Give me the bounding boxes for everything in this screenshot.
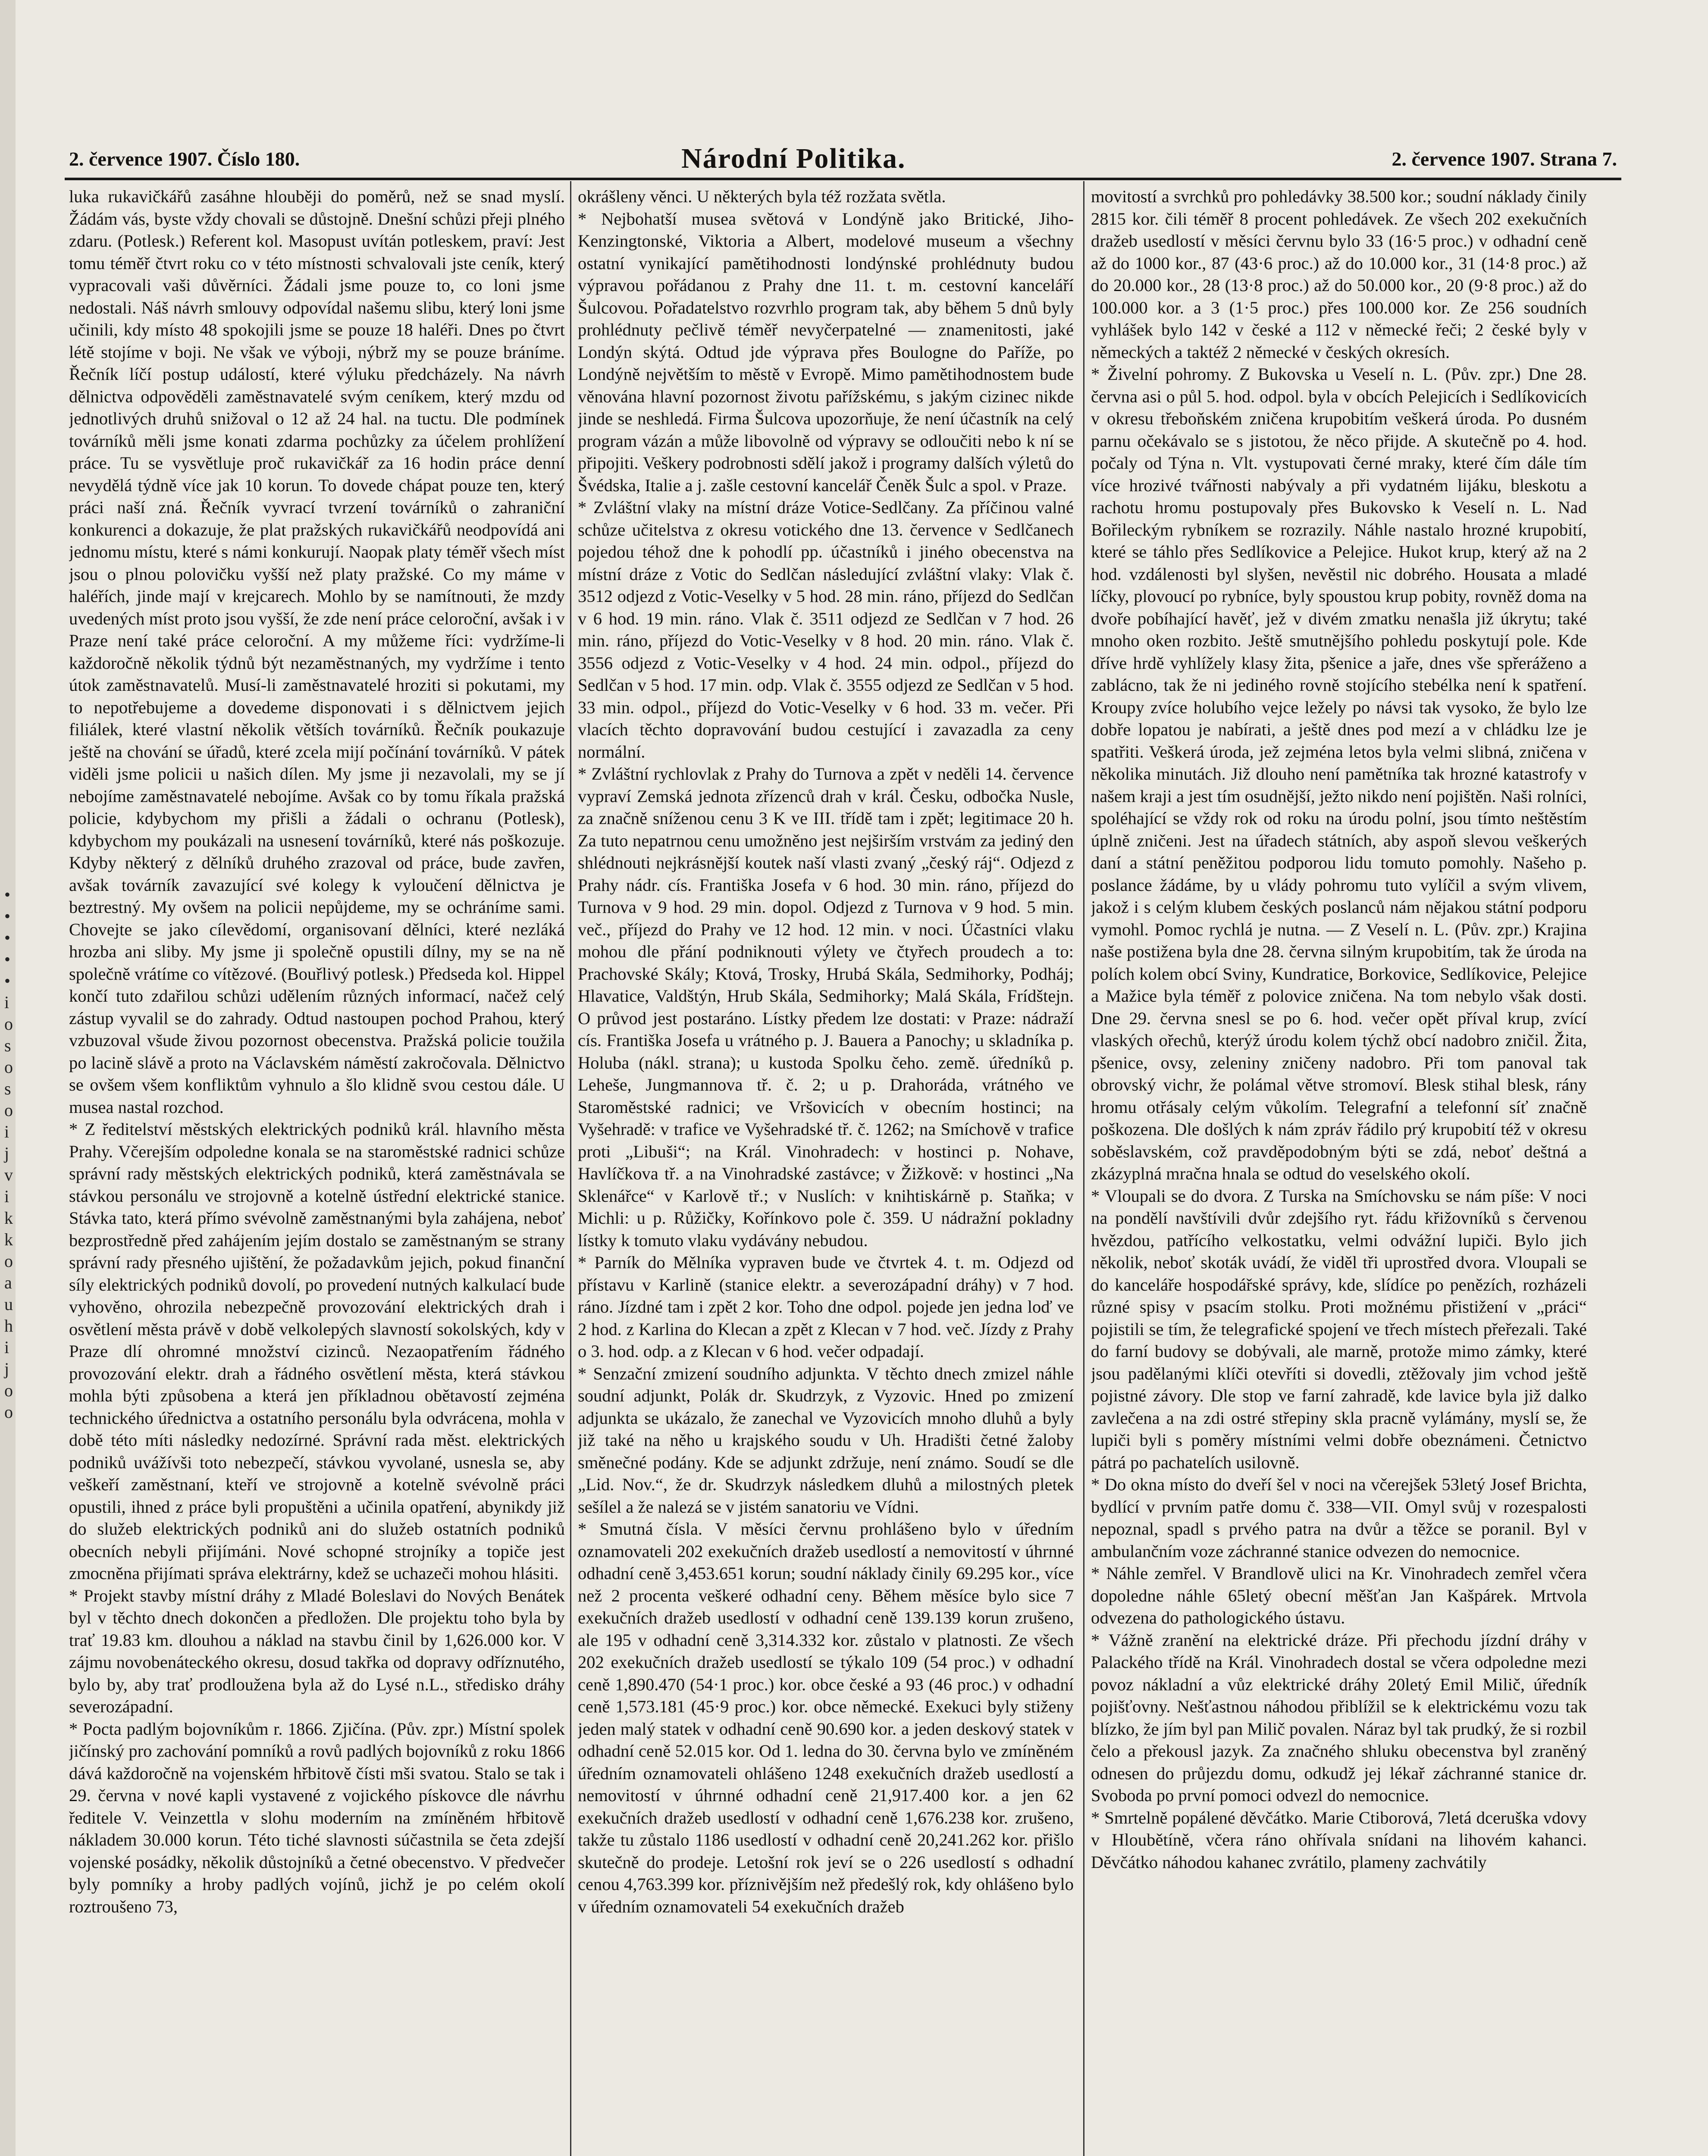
article-paragraph: * Živelní pohromy. Z Bukovska u Veselí n. L. (Pův. zpr.) Dne 28. června asi o půl 5. hod. odpol. byla v obcích Pelejicích i Sedlíkovicích v okresu třeboňském zničena krupobitím veškerá úroda. Po dusném parnu očekávalo se s jistotou, že něco přijde. A skutečně po 4. hod. počaly od Týna n. Vlt. vystupovati černé mraky, které čím dále tím více hrozivé tvářnosti nabývaly a při vydatném lijáku, bleskotu a rachotu hromu postupovaly přes Bukovsko k Veselí n. L. Nad Bořileckým rybníkem se rozrazily. Náhle nastalo hrozné krupobití, které se táhlo přes Sedlíkovice a Pelejice. Hukot krup, který až na 2 hod. vzdálenosti byl slyšen, nevěstil nic dobrého. Housata a mladé líčky, plovoucí po rybníce, byly spoustou krup pobity, rovněž doma na dvoře pobíhající havěť, jež v divém zmatku nenašla již úkrytu; také mnoho oken rozbito. Ještě smutnějšího pohledu poskytují pole. Kde dříve hrdě vyhlížely klasy žita, pšenice a jaře, dnes vše spřeráženo a zablácno, tak že ni jediného rovně stojícího stebélka není k spatření. Kroupy zvíce holubího vejce ležely po návsi tak vysoko, že bylo lze dobře lopatou je nabírati, a ještě dnes pod mezí a v chládku lze je spatřiti. Veškerá úroda, jež zejména letos byla velmi slibná, zničena v několika minutách. Již dlouho není pamětníka tak hrozné katastrofy v našem kraji a jest tím osudnější, ježto nikdo není pojištěn. Naši rolníci, spoléhající se vždy rok od roku na úrodu polní, jsou tímto neštěstím úplně zničeni. Jest na úřadech státních, aby aspoň slevou veškerých daní a státní peněžitou podporou lidu tomuto pomohly. Našeho p. poslance žádáme, by u vlády pohromu tuto vylíčil a svým vlivem, jakož i s celým klubem českých poslanců nám nějakou státní podporu vymohl. Pomoc rychlá je nutna. — Z Veselí n. L. (Pův. zpr.) Krajina naše postižena byla dne 28. června silným krupobitím, tak že úroda na polích kolem obcí Sviny, Kundratice, Borkovice, Sedlíkovice, Pelejice a Mažice byla téměř z polovice zničena. Na tom nebylo však dosti. Dne 29. června snesl se po 6. hod. večer opět příval krup, zvící vlaských ořechů, kterýž úrodu kolem týchž obcí nadobro zničil. Žita, pšenice, ovsy, zeleniny zničeny nadobro. Při tom panoval tak obrovský vichr, že polámal větve stromoví. Blesk stihal blesk, rány hromu otřásaly celým vůkolím. Telegrafní a telefonní síť značně poškozena. Dle došlých k nám zpráv řádilo prý krupobití též v okresu soběslavském, což pravděpodobným býti se zdá, neboť deštná a zkázyplná mračna hnala se odtud do veselského okolí. — [1091, 364, 1587, 1183]
article-paragraph: * Parník do Mělníka vypraven bude ve čtvrtek 4. t. m. Odjezd od přístavu v Karlině (stanice elektr. a severozápadní dráhy) v 7 hod. ráno. Jízdné tam i zpět 2 kor. Toho dne odpol. pojede jen jedna loď ve 2 hod. z Karlina do Klecan a zpět z Klecan v 7 hod. več. Jízdy z Prahy o 3. hod. odp. a z Klecan v 6 hod. večer odpadají. — [578, 1253, 1074, 1361]
article-paragraph: * Pocta padlým bojovníkům r. 1866. Zjičína. (Pův. zpr.) Místní spolek jičínský pro zachování pomníků a rovů padlých bojovníků z roku 1866 dává každoročně na vojenském hřbitově čísti mši svatou. Stalo se tak i 29. června v nové kapli vystavené z vojického pískovce dle návrhu ředitele V. Veinzettla v slohu moderním na zmíněném hřbitově nákladem 30.000 korun. Této tiché slavnosti súčastnila se četa zdejší vojenské posádky, několik důstojníků a četné obecenstvo. V předvečer byly pomníky a hroby padlých vojínů, jichž je po celém okolí roztroušeno 73, — [69, 1719, 565, 1916]
header-date-issue: 2. července 1907. Číslo 180. — [69, 148, 300, 170]
article-paragraph: * Zvláštní rychlovlak z Prahy do Turnova a zpět v neděli 14. července vypraví Zemská jednota zřízenců drah v král. Česku, odbočka Nusle, za značně sníženou cenu 3 K ve III. třídě tam i zpět; legitimace 20 h. Za tuto nepatrnou cenu umožněno jest nejširším vrstvám za jediný den shlédnouti nejkrásnější koutek naší vlasti zvaný „český ráj“. Odjezd z Prahy nádr. cís. Františka Josefa v 6 hod. 30 min. ráno, příjezd do Turnova v 9 hod. 29 min. dopol. Odjezd z Turnova v 9 hod. 5 min. več., příjezd do Prahy ve 12 hod. 12 min. v noci. Účastníci vlaku mohou dle přání podniknouti výlety ve čtyřech proudech a to: Prachovské Skály; Ktová, Trosky, Hrubá Skála, Sedmihorky, Podháj; Hlavatice, Valdštýn, Hrub Skála, Sedmihorky; Malá Skála, Frídštejn. O průvod jest postaráno. Lístky předem lze dostati: v Praze: nádraží cís. Františka Josefa u vrátného p. J. Bauera a Panochy; u skladníka p. Holuba (nákl. strana); u kustoda Spolku čeho. země. úředníků p. Leheše, Jungmannova tř. č. 2; u p. Drahoráda, vrátného ve Staroměstské radnici; ve Vršovicích v obecním hostinci; na Vyšehradě: v trafice ve Vyšehradské tř. č. 1262; na Smíchově v trafice proti „Libuši“; na Král. Vinohradech: v hostinci p. Nohave, Havlíčkova tř. a na Vinohradské zastávce; v Žižkově: v hostinci „Na Sklenářce“ v Karlově tř.; v Nuslích: v knihtiskárně p. Staňka; v Michli: u p. Růžičky, Kořínkovo pole č. 359. U nádražní pokladny lístky k tomuto vlaku vydávány nebudou. — [578, 764, 1074, 1250]
article-paragraph: * Smutná čísla. V měsíci červnu prohlášeno bylo v úředním oznamovateli 202 exekučních dražeb usedlostí a nemovitostí v úhrnné odhadní ceně 3,453.651 korun; soudní náklady činily 69.295 kor., více než 2 procenta veškeré odhadní ceny. Během měsíce bylo sice 7 exekučních dražeb usedlostí v odhadní ceně 139.139 korun zrušeno, ale 195 v odhadní ceně 3,314.332 kor. zůstalo v platnosti. Ze všech 202 exekučních dražeb usedlostí se týkalo 109 (54 proc.) v odhadní ceně 1,890.470 (54·1 proc.) kor. obce české a 93 (46 proc.) v odhadní ceně 1,573.181 (45·9 proc.) kor. obce německé. Exekuci byly stiženy jeden malý statek v odhadní ceně 90.690 kor. a jeden deskový statek v odhadní ceně 52.015 kor. Od 1. ledna do 30. června bylo ve zmíněném úředním oznamovateli ohlášeno 1248 exekučních dražeb usedlostí a nemovitostí v úhrnné odhadní ceně 21,917.400 kor. a jen 62 exekučních dražeb usedlostí v odhadní ceně 1,676.238 kor. zrušeno, takže tu zůstalo 1186 usedlostí v odhadní ceně 20,241.262 kor. přišlo skutečně do prodeje. Letošní rok jeví se o 226 usedlostí s odhadní cenou 4,763.399 kor. příznivějším než předešlý rok, kdy ohlášeno bylo v úředním oznamovateli 54 exekučních dražeb — [578, 1519, 1074, 1916]
article-paragraph: * Projekt stavby místní dráhy z Mladé Boleslavi do Nových Benátek byl v těchto dnech dokončen a předložen. Dle projektu toho byla by trať 19.83 km. dlouhou a náklad na stavbu činil by 1,626.000 kor. V zájmu novobenáteckého okresu, dosud takřka od dopravy odříznutého, bylo by, aby trať prodloužena byla až do Lysé n.L., středisko dráhy severozápadní. — [69, 1586, 565, 1716]
article-paragraph: okrášleny věnci. U některých byla též rozžata světla. — [578, 187, 946, 206]
column-3 — [1091, 185, 1587, 2156]
header-date-page: 2. července 1907. Strana 7. — [1391, 148, 1617, 170]
article-paragraph: * Senzační zmizení soudního adjunkta. V těchto dnech zmizel náhle soudní adjunkt, Polák dr. Skudrzyk, z Vyzovic. Hned po zmizení adjunkta se ukázalo, že zanechal ve Vyzovicích mnoho dluhů a byly již také na něho u krajského soudu v Uh. Hradišti četné žaloby směnečné podány. Kde se adjunkt zdržuje, není známo. Soudí se dle „Lid. Nov.“, že dr. Skudrzyk následkem dluhů a milostných pletek sešílel a že nalezá se v jistém sanatoriu ve Vídni. — [578, 1363, 1074, 1517]
article-paragraph: * Smrtelně popálené děvčátko. Marie Ctiborová, 7letá dceruška vdovy v Hloubětíně, včera ráno ohřívala snídani na lihovém kahanci. Děvčátko náhodou kahanec zvrátilo, plameny zachvátily — [1091, 1808, 1587, 1872]
header-rule — [65, 178, 1621, 180]
article-paragraph: * Nejbohatší musea světová v Londýně jako Britické, Jiho-Kenzingtonské, Viktoria a Albert, modelové museum a všechny ostatní vynikající pamětihodnosti londýnské prohlédnuty budou výpravou pořádanou z Prahy dne 11. t. m. cestovní kanceláří Šulcovou. Pořadatelstvo rozvrhlo program tak, aby během 5 dnů byly prohlédnuty pečlivě téměř nevyčerpatelné — znamenitosti, jaké Londýn skýtá. Odtud jde výprava přes Boulogne do Paříže, po Londýně největším to městě v Evropě. Mimo pamětihodnostem bude věnována hlavní pozornost životu pařížskému, s jakým cizinec nikde jinde se neshledá. Firma Šulcova upozorňuje, že není účastník na celý program vázán a může libovolně od výpravy se odloučiti nebo k ní se připojiti. Veškery podrobnosti sdělí jakož i programy dalších výletů do Švédska, Italie a j. zašle cestovní kancelář Čeněk Šulc a spol. v Praze. — [578, 209, 1074, 495]
article-paragraph: * Z ředitelství městských elektrických podniků král. hlavního města Prahy. Včerejším odpoledne konala se na staroměstské radnici schůze správní rady městských elektrických podniků, která zaměstnávala se stávkou personálu ve strojovně a kotelně ústřední elektrické stanice. Stávka tato, která přímo svévolně zaměstnanými byla zahájena, neboť bezprostředně před zahájením jejím dostalo se zaměstnaným se strany správní rady přesného ujištění, že požadavkům jejich, pokud finanční síly elektrických podniků dovolí, po provedení nutných kalkulací bude vyhověno, ohrozila nebezpečně provozování elektrických drah i osvětlení města právě v době velkolepých slavností sokolských, kdy v Praze dlí ohromné množství cizinců. Nezaopatřením řádného provozování elektr. drah a řádného osvětlení města, která stávkou mohla býti způsobena a která jen příkladnou obětavostí zejména technického úřednictva a ostatního personálu byla odvrácena, mohla v době této míti následky nedozírné. Správní rada měst. elektrických podniků uvážívši toto nebezpečí, stávkou vyvolané, usnesla se, aby veškeří zaměstnaní, kteří ve strojovně a kotelně svévolně práci opustili, ihned z práce byli propuštěni a učinila opatření, abynikdy již do služeb elektrických podniků ani do služeb ostatních podniků obecních nebyli přijímáni. Nové schopné strojníky a topiče jest zmocněna přijímati správa elektrárny, kdež se uchazeči mohou hlásiti. — [69, 1119, 565, 1583]
article-paragraph: * Do okna místo do dveří šel v noci na včerejšek 53letý Josef Brichta, bydlící v prvním patře domu č. 338—VII. Omyl svůj v rozespalosti nepoznal, spadl s prvého patra na dvůr a těžce se poranil. Byl v ambulančním voze záchranné stanice odvezen do nemocnice. — [1091, 1475, 1587, 1561]
gutter-marks: • • • • • i o s o s o i j v i k k o a u h i j o o — [4, 885, 13, 1422]
column-1 — [69, 185, 565, 2156]
article-paragraph: * Vloupali se do dvora. Z Turska na Smíchovsku se nám píše: V noci na pondělí navštívili dvůr zdejšího ryt. řádu křižovníků s červenou hvězdou, patřícího velkostatku, velmi odvážní lupiči. Bylo jich několik, neboť skoták uvádí, že viděl tři uprostřed dvora. Vloupali se do kanceláře hospodářské správy, kde, slídíce po penězích, rozházeli různé spisy v psacím stolku. Proti možnému přistižení v „práci“ pojistili se tím, že telegrafické spojení ve třech místech přeřezali. Také do farní budovy se dobývali, ale marně, protože mimo zámky, které jsou padělanými klíči otevříti si dovedli, ztěžovaly jim vchod ještě pojistné závory. Dle stop ve farní zahradě, kde lavice byla již dalko zavlečena a na zdi ostré střepiny skla pracně vylámány, myslí se, že lupiči byli s poměry místními velmi dobře obeznámeni. Četnictvo pátrá po pachatelích usilovně. — [1091, 1186, 1587, 1472]
article-paragraph: * Vážně zranění na elektrické dráze. Při přechodu jízdní dráhy v Palackého třídě na Král. Vinohradech dostal se včera odpoledne mezi povoz nákladní a vůz elektrické dráhy 20letý Emil Milič, úředník pojišťovny. Nešťastnou náhodou přiblížil se k elektrickému vozu tak blízko, že jím byl pan Milič povalen. Náraz byl tak prudký, že si rozbil čelo a překousl jazyk. Za značného shluku obecenstva byl zraněný odnesen do průjezdu domu, odkudž jej lékař záchranné stanice dr. Svoboda po první pomoci odvezl do nemocnice. — [1091, 1630, 1587, 1805]
column-rule — [570, 181, 571, 2156]
article-paragraph: luka rukavičkářů zasáhne hlouběji do poměrů, než se snad myslí. Žádám vás, byste vždy chovali se důstojně. Dnešní schůzi přeji plného zdaru. (Potlesk.) Referent kol. Masopust uvítán potleskem, praví: Jest tomu téměř čtvrt roku co v této místnosti schvalovali jste ceník, který vypracovali vaši důvěrníci. Žádali jsme pouze to, co loni jsme nedostali. Náš návrh smlouvy odpovídal našemu slibu, který loni jsme učinili, kdy místo 48 spokojili jsme se pouze 18 haléři. Dnes po čtvrt létě stojíme v boji. Ne však ve výboji, nýbrž my se pouze bráníme. Řečník líčí postup událostí, které výluku předcházely. Na návrh dělnictva odpověděli zaměstnavatelé svým ceníkem, který mzdu od jednotlivých druhů snižoval o 12 až 24 hal. na tuctu. Dle podmínek továrníků měli jsme konati zdarma pochůzky za účelem prohlížení práce. Tu se vysvětluje proč rukavičkář za 16 hodin práce denní nevydělá týdně více jak 10 korun. To dovede chápat pouze ten, který práci naší zná. Řečník vyvrací tvrzení továrníků o zahraniční konkurenci a dokazuje, že plat pražských rukavičkářů neodpovídá ani jednomu místu, které s námi konkurují. Naopak platy téměř všech míst jsou o plnou polovičku vyšší než platy pražské. Co my máme v haléřích, jinde mají v krejcarech. Mohlo by se namítnouti, že mzdy uvedených míst proto jsou vyšší, že zde není práce celoroční, avšak i v Praze není také práce celoroční. A my můžeme říci: vydržíme-li každoročně několik týdnů být nezaměstnaných, my vydržíme i tento útok zaměstnavatelů. Musí-li zaměstnavatelé hroziti si pokutami, my to nepotřebujeme a dovedeme disponovati i s dělnictvem jejich filiálek, které vlastní několik větších továrníků. Řečník poukazuje ještě na chování se úřadů, které zcela mijí počínání továrníků. V pátek viděli jsme policii u našich dílen. My jsme ji nezavolali, my se jí nebojíme zaměstnavatelé nebojíme. Avšak co by tomu říkala pražská policie, kdybychom my přišli a žádali o ochranu (Potlesk), kdybychom my poukázali na usnesení továrníků, které nás poškozuje. Kdyby některý z dělníků druhého zrazoval od práce, bude zavřen, avšak továrník zavazující své kolegy k vyloučení dělnictva je beztrestný. My ovšem na policii nepůjdeme, my se ochráníme sami. Chovejte se jako cílevědomí, organisovaní dělníci, které nezláká hrozba ani sliby. My jsme ji společně opustili dílny, my se na ně společně vrátíme co vítězové. (Bouřlivý potlesk.) Předseda kol. Hippel končí tuto zdařilou schůzi udělením různých informací, načež celý zástup vyvalil se do zahrady. Odtud nastoupen pochod Prahou, který vzbuzoval všude živou pozornost obecenstva. Pražská policie toužila po lacině slávě a proto na Václavském náměstí zakročovala. Dělnictvo se ovšem všem konfliktům vyhnulo a šlo klidně svou cestou dále. U musea nastal rozchod. — [69, 187, 565, 1117]
column-rule — [1083, 181, 1084, 2156]
article-paragraph: * Zvláštní vlaky na místní dráze Votice-Sedlčany. Za příčinou valné schůze učitelstva z okresu votického dne 13. července v Sedlčanech pojedou téhož dne k pohodlí pp. účastníků i jiného obecenstva na místní dráze z Votic do Sedlčan následující zvláštní vlaky: Vlak č. 3512 odjezd z Votic-Veselky v 5 hod. 28 min. ráno, příjezd do Sedlčan v 6 hod. 19 min. ráno. Vlak č. 3511 odjezd ze Sedlčan v 7 hod. 26 min. ráno, příjezd do Votic-Veselky v 8 hod. 20 min. ráno. Vlak č. 3556 odjezd z Votic-Veselky v 4 hod. 24 min. odpol., příjezd do Sedlčan v 5 hod. 17 min. odp. Vlak č. 3555 odjezd ze Sedlčan v 5 hod. 33 min. odpol., příjezd do Votic-Veselky v 6 hod. 33 m. večer. Při vlacích těchto dopravování budou cestující i zavazadla za ceny normální. — [578, 498, 1074, 761]
article-paragraph: * Náhle zemřel. V Brandlově ulici na Kr. Vinohradech zemřel včera dopoledne náhle 65letý obecní měšťan Jan Kašpárek. Mrtvola odvezena do pathologického ústavu. — [1091, 1564, 1587, 1627]
page-header — [69, 142, 1617, 177]
article-paragraph: movitostí a svrchků pro pohledávky 38.500 kor.; soudní náklady činily 2815 kor. čili téměř 8 procent pohledávek. Ze všech 202 exekučních dražeb usedlostí v měsíci červnu bylo 33 (16·5 proc.) v odhadní ceně až do 1000 kor., 87 (43·6 proc.) až do 10.000 kor., 31 (14·8 proc.) až do 20.000 kor., 28 (13·8 proc.) až do 50.000 kor., 20 (9·8 proc.) až do 100.000 kor. a 3 (1·5 proc.) přes 100.000 kor. Ze 256 soudních vyhlášek bylo 142 v české a 112 v německé řeči; 2 české byly v německých a taktéž 2 německé v českých okresích. — [1091, 187, 1587, 362]
column-2 — [578, 185, 1074, 2156]
masthead: Národní Politika. — [681, 143, 906, 174]
